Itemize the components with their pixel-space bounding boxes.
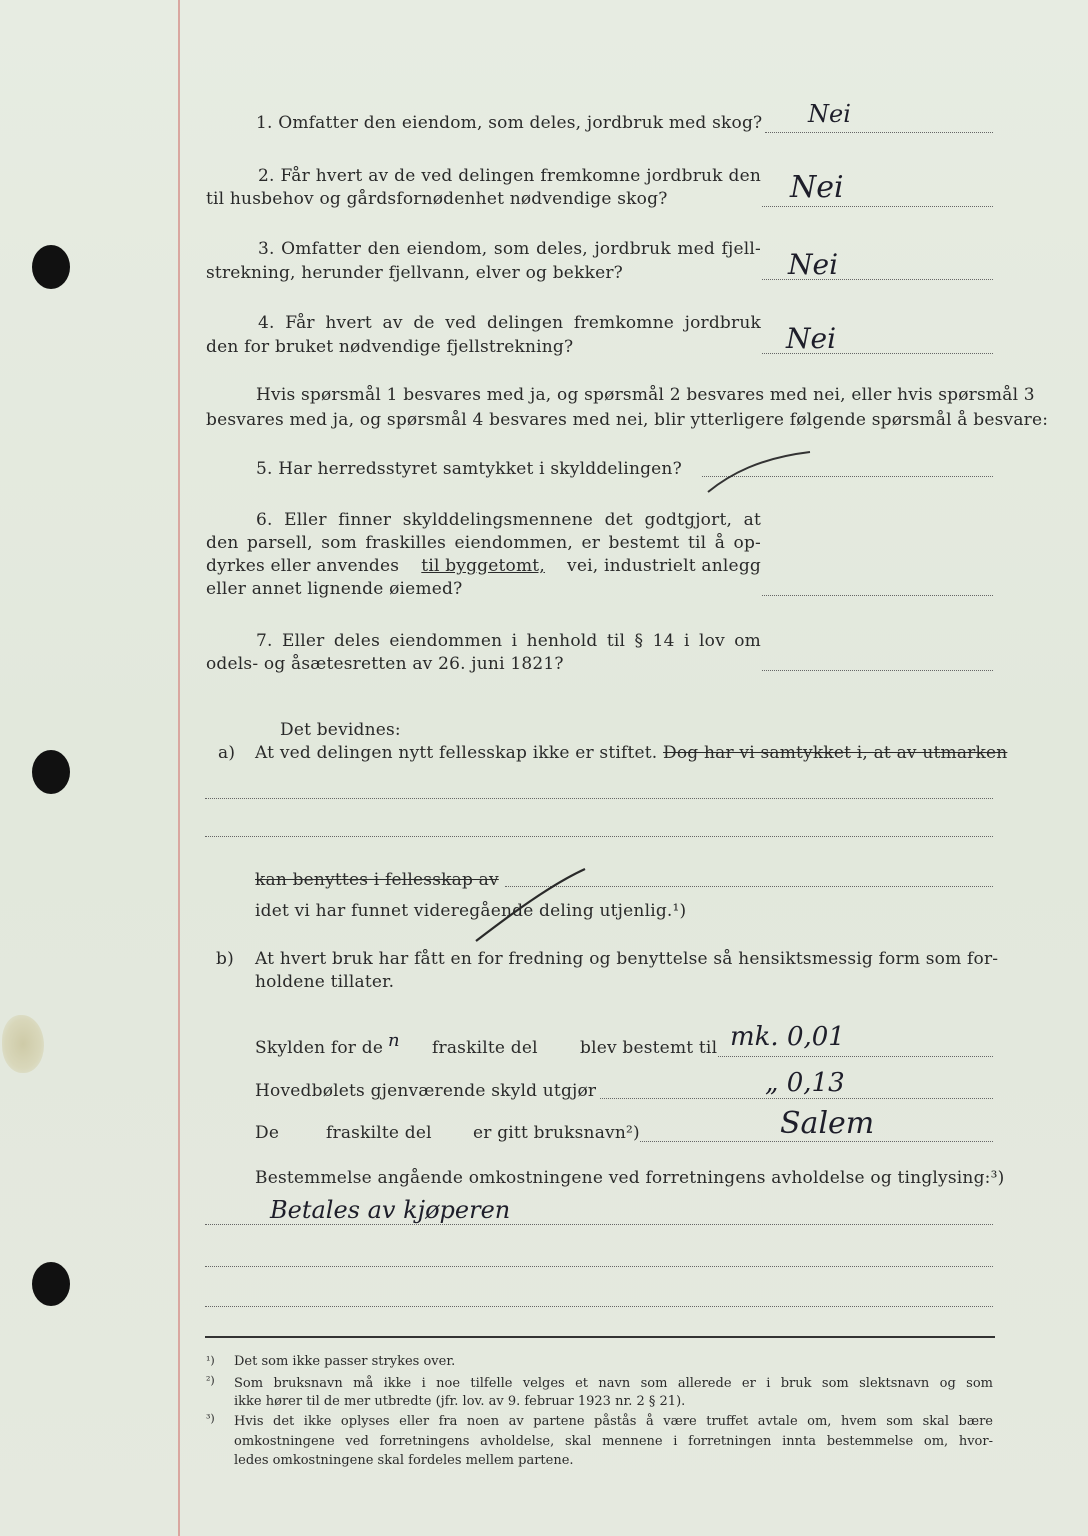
footnote-3-line-2: omkostningene ved forretningens avholdelse, skal mennene i forretningen innta bestemmelse om, hvor- <box>234 1434 993 1449</box>
footnote-3-line-3: ledes omkostningene skal fordeles mellem partene. <box>234 1453 574 1468</box>
paper-stain <box>2 1015 44 1073</box>
de-label: De <box>255 1123 280 1143</box>
footnote-3-num: ³) <box>206 1412 215 1425</box>
question-6-line-1: 6. Eller finner skylddelingsmennene det godtgjort, at <box>256 510 761 530</box>
answer-2: Nei <box>790 170 844 205</box>
hovedbol-label: Hovedbølets gjenværende skyld utgjør <box>255 1081 597 1101</box>
answer-4: Nei <box>786 322 837 355</box>
punch-hole-bottom <box>32 1262 70 1306</box>
kostnad-line-1 <box>205 1224 993 1225</box>
question-3-line-2: strekning, herunder fjellvann, elver og bekker? <box>206 263 623 283</box>
question-6-line-3-a: dyrkes eller anvendes <box>206 556 405 576</box>
attest-line-2 <box>205 836 993 837</box>
question-6-underlined: til byggetomt, <box>421 556 545 576</box>
question-6-line-4: eller annet lignende øiemed? <box>206 579 463 599</box>
answer-1: Nei <box>808 100 851 128</box>
skyld-handwritten-a: n <box>388 1030 400 1051</box>
question-2-line-1: 2. Får hvert av de ved delingen fremkomne jordbruk den <box>258 166 761 186</box>
fraskilte-label: fraskilte del <box>326 1123 432 1143</box>
answer-line-1 <box>765 132 993 133</box>
footnote-1-line-1: Det som ikke passer strykes over. <box>234 1354 456 1369</box>
question-5: 5. Har herredsstyret samtykket i skylddelingen? <box>256 459 682 479</box>
kostnad-line-2 <box>205 1266 993 1267</box>
question-3-line-1: 3. Omfatter den eiendom, som deles, jordbruk med fjell- <box>258 239 761 259</box>
answer-5-slash <box>700 446 815 496</box>
footnote-1-num: ¹) <box>206 1354 215 1367</box>
punch-hole-top <box>32 245 70 289</box>
attest-b-line-2: holdene tillater. <box>255 972 395 992</box>
attest-line-1 <box>205 798 993 799</box>
attest-a-struck: Dog har vi samtykket i, at av utmarken <box>663 743 1008 763</box>
attest-heading: Det bevidnes: <box>280 720 401 740</box>
bruksnavn-value: Salem <box>780 1106 875 1141</box>
footnote-2-num: ²) <box>206 1374 215 1387</box>
skyld-value: mk. 0,01 <box>730 1022 845 1052</box>
skyld-label-a: Skylden for de <box>255 1038 384 1058</box>
footnote-rule <box>205 1336 995 1338</box>
question-1: 1. Omfatter den eiendom, som deles, jordbruk med skog? <box>256 113 763 133</box>
attest-b-line-1: At hvert bruk har fått en for fredning og benyttelse så hensiktsmessig form som for- <box>255 949 999 969</box>
punch-hole-middle <box>32 750 70 794</box>
bruksnavn-label: er gitt bruksnavn²) <box>473 1123 640 1143</box>
answer-line-7 <box>762 670 993 671</box>
question-7-line-1: 7. Eller deles eiendommen i henhold til § 14 i lov om <box>256 631 761 651</box>
skyld-line <box>718 1056 993 1057</box>
attest-slash <box>470 865 590 945</box>
question-6-line-2: den parsell, som fraskilles eiendommen, er bestemt til å op- <box>206 533 761 553</box>
skyld-label-c: blev bestemt til <box>580 1038 718 1058</box>
condition-line-2: besvares med ja, og spørsmål 4 besvares med nei, blir ytterligere følgende spørsmål å besvare: <box>206 410 1049 430</box>
kostnad-line-3 <box>205 1306 993 1307</box>
skyld-label-b: fraskilte del <box>432 1038 538 1058</box>
attest-a-main: At ved delingen nytt fellesskap ikke er stiftet. <box>255 743 658 763</box>
margin-rule <box>178 0 180 1536</box>
attest-a-text <box>255 742 1007 764</box>
attest-a-continuation: idet vi har funnet videregående deling utjenlig.¹) <box>255 901 687 921</box>
footnote-2-line-2: ikke hører til de mer utbredte (jfr. lov. av 9. februar 1923 nr. 2 § 21). <box>234 1394 686 1409</box>
bruksnavn-line <box>640 1141 993 1142</box>
footnote-2-line-1: Som bruksnavn må ikke i noe tilfelle velges et navn som allerede er i bruk som slektsnavn og som <box>234 1376 993 1391</box>
kostnad-value: Betales av kjøperen <box>270 1196 511 1224</box>
attest-b-label: b) <box>216 949 234 969</box>
question-4-line-2: den for bruket nødvendige fjellstrekning? <box>206 337 574 357</box>
answer-line-2 <box>762 206 993 207</box>
question-6-line-3-c: vei, industrielt anlegg <box>561 556 761 576</box>
footnote-3-line-1: Hvis det ikke oplyses eller fra noen av partene påstås å være truffet avtale om, hvem som skal bære <box>234 1414 993 1429</box>
hovedbol-line <box>600 1098 993 1099</box>
answer-line-6 <box>762 595 993 596</box>
kostnad-label: Bestemmelse angående omkostningene ved forretningens avholdelse og tinglysing:³) <box>255 1168 1005 1188</box>
attest-a-label: a) <box>218 743 236 763</box>
hovedbol-value: „ 0,13 <box>765 1068 845 1098</box>
question-6-line-3 <box>206 555 761 577</box>
question-2-line-2: til husbehov og gårdsfornødenhet nødvendige skog? <box>206 189 668 209</box>
answer-3: Nei <box>788 248 839 281</box>
condition-line-1: Hvis spørsmål 1 besvares med ja, og spørsmål 2 besvares med nei, eller hvis spørsmål 3 <box>256 385 1035 405</box>
question-7-line-2: odels- og åsætesretten av 26. juni 1821? <box>206 654 564 674</box>
attest-a-struck-2: kan benyttes i fellesskap av <box>255 870 499 890</box>
question-4-line-1: 4. Får hvert av de ved delingen fremkomne jordbruk <box>258 313 761 333</box>
